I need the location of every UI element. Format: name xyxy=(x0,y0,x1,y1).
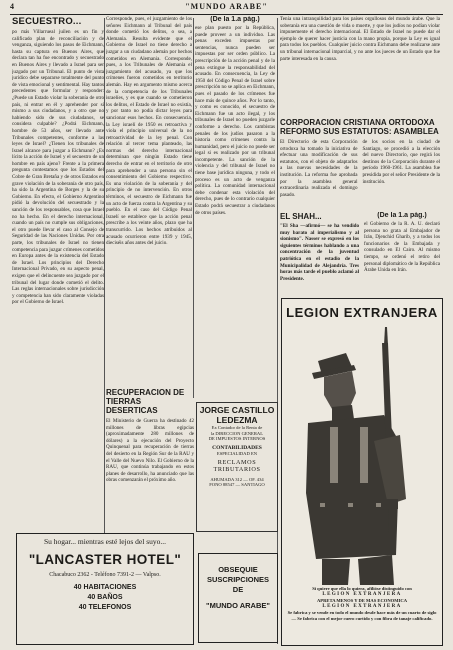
corporacion-body-a: El Directorio de esta Corporación ortodoxa ha tomado la iniciativa de efectuar una modificación de sus estatutos, con el objeto de adaptarlos a las nuevas necesidades de la institución. La reforma fue aprobada por la asamblea general extraordinaria realizada el domingo pasado. xyxy=(280,139,358,198)
column-divider xyxy=(277,18,278,644)
legion-footer-line4: LEGION EXTRANJERA xyxy=(322,604,402,609)
legion-footer-line5: Se fabrica y se vende en todo el mundo desde hace más de un cuarto de siglo — Se fabrica con el mejor cuero curtido y con fibra de tanaje calificado. xyxy=(287,610,437,621)
rau-iran-heading: (De la 1.a pág.) xyxy=(377,212,427,219)
legion-footer-line1: Si quiere que ella lo quiera, afilióse distinguido con xyxy=(312,586,412,591)
column-divider xyxy=(104,18,105,533)
lancaster-feature: 40 HABITACIONES xyxy=(73,584,137,591)
header-rule xyxy=(10,14,443,15)
soldier-illustration xyxy=(288,323,434,585)
subscription-advertisement xyxy=(198,553,278,643)
lancaster-tagline: Su hogar... mientras esté lejos del suyo... xyxy=(43,537,167,546)
rau-iran-article xyxy=(364,212,440,294)
castillo-address: AHUMADA 312 — OF. 434 xyxy=(210,476,264,482)
legion-footer-line2: LEGION EXTRANJERA xyxy=(322,592,402,597)
legion-extranjera-advertisement xyxy=(281,298,443,646)
subscription-line4: "MUNDO ARABE" xyxy=(206,601,270,610)
shah-heading: EL SHAH... xyxy=(280,212,322,221)
column-divider xyxy=(193,18,194,398)
recuperacion-article xyxy=(106,388,194,533)
castillo-tributarios: TRIBUTARIOS xyxy=(213,466,261,474)
castillo-especialidad: ESPECIALIDAD EN xyxy=(216,451,258,457)
shah-article xyxy=(280,212,359,294)
lancaster-name: "LANCASTER HOTEL" xyxy=(28,552,182,567)
lancaster-feature: 40 TELEFONOS xyxy=(78,604,132,611)
castillo-name: JORGE CASTILLO LEDEZMA xyxy=(199,405,275,425)
subscription-line3: DE xyxy=(232,585,244,594)
lancaster-address: Chacabuco 2362 - Teléfono 7391-2 — Valpso. xyxy=(49,572,161,578)
continued-body: ese plan puesto por la República, puede proveer a un individuo. Las penas exceden impuestas por sentencias, nunca pueden ser impuestas por ser orden público. La prescripción de la acción penal y de la pena extingue la responsabilidad del acusado. En consecuencia, la Ley de 1950 del Código Penal de Israel sobre prescripción no se aplica en Eichmann, pues el pasado de los crímenes fue hace más de quince años. Por lo tanto, y como es conocido, el secuestro de Eichmann fue un acto ilegal, y los tribunales de Israel no pueden juzgarle conforme a derecho. Los cambistas penales de los judíos pasaron a la historia como crímenes contra la humanidad, pero el juicio no puede ser legal si es realizado por un tribunal incompetente. La sanción de la violencia y del tribunal de Israel no tiene base jurídica ninguna, y todo el proceso es un acto de venganza política. La comunidad internacional debe condenar esta violación del derecho, pues de lo contrario cualquier Estado podrá secuestrar a ciudadanos de otros países. xyxy=(195,25,275,216)
castillo-reclamos: RECLAMOS xyxy=(217,458,257,466)
secuestro-article xyxy=(12,16,104,534)
subscription-line1: OBSEQUIE xyxy=(218,565,258,574)
secuestro-body: po más Villarrueal juilen es un fin y calificado plan de reconciliación y de venganza, siguiendo los pasos de Eichmann, hasta su captura en Buenos Aires, que declara tan ha fue encontrado y secuestrado en Buenos Aires y llevado a Israel para ser juzgado por un Tribunal. El punto de vista jurídico debe separarse totalmente del punto de vista emocional y sentimental. Hay tantos precedentes que formular y responder: ¿Puede un Estado violar la soberanía de otro país, ni entrar en él y aprehender por sí mismo a sus ciudadanos, y a otro que no habiendo sido de sus ciudadanos, se considera culpable? ¿Podrá Eichmann, hombre de 53 años, ser llevado ante Tribunales competentes, conforme a las leyes de Israel? ¿Tienen los tribunales de Israel alcance para juzgar a Eichmann? ¿Es lícito la acción de Israel y el secuestro de un hombre en país ajeno? Frente a la primera pregunta contestamos que los Estados del Cobre de Gran Bretaña y de otros Estados en grave violación de la soberanía de otro país, ha sido la Argentina de Borges y la de su Gobierno. En efecto, el Gobierno Argentino pidió la devolución del secuestrado y la sanción de los responsables, cosa que Israel no ha hecho. En el derecho internacional, cuando un país no cumple sus obligaciones, el otro puede llevar el caso al Consejo de Seguridad de las Naciones Unidas. Por otra parte, los tribunales de Israel no tienen competencia para juzgar crímenes cometidos en Europa antes de la existencia del Estado de Israel. Los principios del Derecho Internacional Privado, en su aspecto penal, exigen que el delincuente sea juzgado por el tribunal del lugar donde cometió el delito. Las reglas internacionales sobre jurisdicción y competencia han sido claramente violadas por el Gobierno de Israel. xyxy=(12,29,104,306)
legion-footer xyxy=(287,586,437,622)
castillo-line3: DE IMPUESTOS INTERNOS xyxy=(208,436,266,442)
legion-footer-line3: APRETA MENOS Y DE MAS ECONOMICA xyxy=(316,598,408,603)
castillo-line1: Ex Contador de la Renta de xyxy=(211,425,263,430)
column4-body: Tenía una intranquilidad para los países orgullosos del mundo árabe. Que la soberanía era una cuestión de vida o muerte, y que los judíos no podían violar impunemente el derecho internacional. El Estado de Israel no puede dar el ejemplo de querer hacer justicia con la mano propia, porque la Ley es igual para todos los pueblos. Cualquier juicio contra Eichmann debe realizarse ante un tribunal internacional imparcial, y no ante los jueces de un Estado que fue parte interesada en la causa. xyxy=(280,16,440,62)
castillo-phone: FONO 88547 — SANTIAGO xyxy=(209,482,265,488)
continued-heading: (De la 1.a pág.) xyxy=(210,16,260,23)
castillo-line2: la DIRECCION GENERAL xyxy=(210,430,264,436)
subscription-line2: SUSCRIPCIONES xyxy=(206,575,270,584)
secuestro-continuation xyxy=(106,16,192,384)
recuperacion-heading: RECUPERACION DE TIERRAS DESERTICAS xyxy=(106,388,185,415)
continued-article xyxy=(195,16,275,399)
page-header xyxy=(10,2,443,14)
corporacion-heading: CORPORACION CRISTIANA ORTODOXA REFORMO SUS ESTATUTOS: ASAMBLEA xyxy=(280,118,439,136)
secuestro-heading: SECUESTRO... xyxy=(12,16,82,27)
column4-article xyxy=(280,16,440,112)
lancaster-hotel-advertisement xyxy=(16,533,194,645)
legion-title: LEGION EXTRANJERA xyxy=(286,305,438,320)
secuestro-continuation-body: Corresponde, pues, el juzgamiento de los señores Eichmann al Tribunal del país donde cometió los delitos, o sea, a Alemania. Resulta evidente que el Gobierno de Israel no tiene derecho a juzgar a un ciudadano alemán por hechos cometidos en Alemania. Corresponde, pues, a los Tribunales de Alemania el juzgamiento del acusado, ya que los crímenes fueron cometidos en territorio alemán. Hay en argumento mismo acerca de la competencia de los Tribunales israelíes, y es que cuando se cometieron los delitos, el Estado de Israel no existía, y por tanto no podía dictar leyes para sancionar esos hechos. En consecuencia, la Ley israelí de 1950 es retroactiva y viola el principio universal de la no retroactividad de la ley penal. Con relación al tercer tema planteado, las normas del derecho internacional determinan que ningún Estado tiene derecho de entrar en el territorio de otro para aprehender a una persona sin el consentimiento del Gobierno respectivo. Es una violación de la soberanía y del principio de no intervención. En otros términos, el secuestro de Eichmann fue un acto de fuerza contra la Argentina y su pueblo. En el caso del Código Penal Israelí se establece que la acción penal prescribe a los veinte años, plazo que ha transcurrido. Los hechos atribuidos al acusado ocurrieron entre 1939 y 1945, dieciséis años antes del juicio. xyxy=(106,16,192,247)
corporacion-body-b: de los socios en la ciudad de Santiago, se procedió a la elección del nuevo Directorio, que regirá los destinos de la Corporación durante el período 1960-1961. La asamblea fue presidida por el señor Presidente de la institución. xyxy=(362,139,440,185)
shah-body: "El Sha —afirmó— se ha vendido muy barato al imperialismo y al sionismo". Nasser se expresó en los siguientes términos hablando a una concentración de la juventud patriótica en el estadio de la Municipalidad de Alejandría. Tres horas más tarde el pueblo aclamó al Presidente. xyxy=(280,223,359,282)
publication-title: "MUNDO ARABE" xyxy=(185,2,268,11)
castillo-contabilidades: CONTABILIDADES xyxy=(212,444,262,451)
castillo-advertisement xyxy=(196,402,278,532)
rau-iran-body: el Gobierno de la R. A. U. declaró persona no grata al Embajador de Irán, Djenchid Gharib, y a todos los funcionarios de la Embajada y consulado en El Cairo. Al mismo tiempo, se ordenó el retiro del personal diplomático de la República Árabe Unida en Irán. xyxy=(364,221,440,274)
recuperacion-body: El Ministerio de Guerra ha destinado 42 millones de libras egipcias (aproximadamente 280 millones de dólares) a la ejecución del Proyecto Quinquenal para recuperación de tierras del desierto en la Región Sur de la RAU y el Valle del Nuevo Nilo. El Gobierno de la RAU, que continúa trabajando en estos planes de desarrollo, ha anunciado que las obras comenzarán el próximo año. xyxy=(106,418,194,484)
corporacion-article xyxy=(280,118,440,208)
lancaster-feature: 40 BAÑOS xyxy=(87,594,123,601)
page-number: 4 xyxy=(10,2,14,11)
